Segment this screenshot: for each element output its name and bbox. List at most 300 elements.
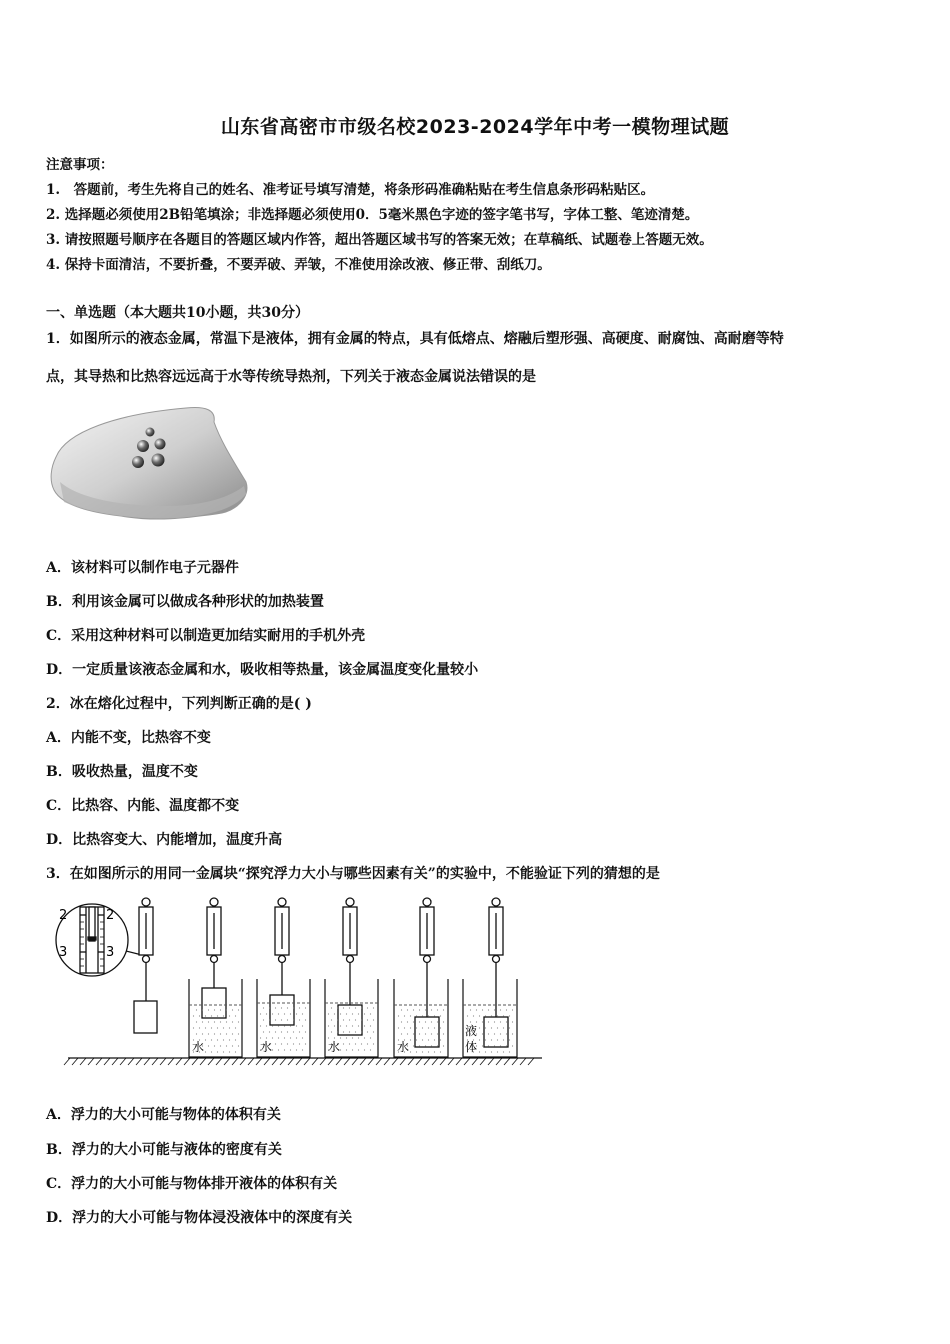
water-dot [293,1043,294,1044]
hatch-stroke [304,1058,310,1065]
water-dot [229,1015,230,1016]
hatch-stroke [96,1058,102,1065]
water-dot [208,1009,209,1010]
water-dot [443,1045,444,1046]
water-dot [437,1021,438,1022]
water-dot [355,1019,356,1020]
hatch-stroke [200,1058,206,1065]
water-dot [343,1043,344,1044]
water-dot [331,1019,332,1020]
water-dot [422,1015,423,1016]
water-dot [413,1045,414,1046]
water-dot [305,1031,306,1032]
water-dot [287,1043,288,1044]
hatch-stroke [336,1058,342,1065]
hatch-stroke [288,1058,294,1065]
water-dot [428,1027,429,1028]
water-dot [232,1009,233,1010]
water-dot [494,1009,495,1010]
water-dot [434,1039,435,1040]
water-dot [226,1009,227,1010]
water-dot [422,1027,423,1028]
hatch-stroke [152,1058,158,1065]
water-dot [199,1027,200,1028]
water-dot [343,1007,344,1008]
water-dot [425,1021,426,1022]
water-dot [349,1031,350,1032]
water-dot [202,1009,203,1010]
water-dot [482,1033,483,1034]
hatch-stroke [352,1058,358,1065]
water-dot [497,1051,498,1052]
water-dot [467,1015,468,1016]
scale-mark-top-right: 2 [106,908,115,923]
water-dot [404,1027,405,1028]
water-dot [485,1027,486,1028]
water-dot [220,1009,221,1010]
water-dot [352,1049,353,1050]
water-dot [479,1039,480,1040]
water-dot [407,1009,408,1010]
water-dot [275,1019,276,1020]
water-dot [500,1009,501,1010]
water-dot [269,1007,270,1008]
water-dot [497,1015,498,1016]
water-dot [503,1015,504,1016]
water-dot [355,1031,356,1032]
water-dot [217,1051,218,1052]
water-dot [272,1013,273,1014]
water-dot [296,1049,297,1050]
water-dot [473,1015,474,1016]
water-dot [346,1013,347,1014]
water-dot [373,1019,374,1020]
water-dot [476,1009,477,1010]
q1-option-a: A．该材料可以制作电子元器件 [46,560,239,576]
water-dot [235,1051,236,1052]
water-dot [428,1015,429,1016]
hatch-stroke [440,1058,446,1065]
water-dot [278,1049,279,1050]
water-dot [196,1021,197,1022]
q2-option-c: C．比热容、内能、温度都不变 [46,798,240,814]
water-dot [284,1025,285,1026]
water-dot [334,1037,335,1038]
water-dot [407,1021,408,1022]
water-dot [260,1013,261,1014]
q1-option-c: C．采用这种材料可以制造更加结实耐用的手机外壳 [46,628,366,644]
water-dot [364,1049,365,1050]
question-3-stem: 3．在如图所示的用同一金属块“探究浮力大小与哪些因素有关”的实验中，不能验证下列的猜想的是 [46,866,660,882]
water-dot [440,1039,441,1040]
water-dot [340,1049,341,1050]
water-dot [413,1021,414,1022]
water-dot [205,1039,206,1040]
hatch-stroke [240,1058,246,1065]
water-dot [425,1009,426,1010]
water-dot [214,1045,215,1046]
q2-option-b: B．吸收热量，温度不变 [46,764,198,780]
hatch-stroke [224,1058,230,1065]
water-dot [419,1009,420,1010]
water-dot [488,1009,489,1010]
water-dot [263,1031,264,1032]
hatch-stroke [464,1058,470,1065]
water-dot [494,1021,495,1022]
water-dot [293,1019,294,1020]
water-dot [358,1013,359,1014]
water-dot [364,1025,365,1026]
water-dot [361,1007,362,1008]
water-dot [235,1039,236,1040]
hatch-stroke [400,1058,406,1065]
water-dot [281,1007,282,1008]
water-dot [340,1025,341,1026]
water-dot [305,1043,306,1044]
water-dot [494,1045,495,1046]
hatch-stroke [368,1058,374,1065]
water-dot [296,1013,297,1014]
water-dot [337,1007,338,1008]
water-dot [443,1021,444,1022]
water-dot [431,1045,432,1046]
hatch-stroke [376,1058,382,1065]
water-dot [428,1051,429,1052]
water-dot [431,1033,432,1034]
water-dot [220,1033,221,1034]
buoyancy-experiment-figure [50,893,550,1068]
hatch-stroke [112,1058,118,1065]
hatch-stroke [256,1058,262,1065]
water-dot [284,1049,285,1050]
water-dot [349,1019,350,1020]
water-dot [328,1037,329,1038]
water-dot [293,1007,294,1008]
water-dot [482,1021,483,1022]
scale-mark-bottom-right: 3 [106,945,115,960]
q3-option-b: B．浮力的大小可能与液体的密度有关 [46,1142,282,1158]
water-dot [334,1013,335,1014]
hatch-stroke [280,1058,286,1065]
water-dot [419,1033,420,1034]
water-dot [299,1007,300,1008]
q3-option-a: A．浮力的大小可能与物体的体积有关 [46,1107,281,1123]
water-dot [205,1027,206,1028]
hatch-stroke [160,1058,166,1065]
water-dot [491,1039,492,1040]
water-dot [437,1009,438,1010]
water-dot [364,1013,365,1014]
water-dot [217,1015,218,1016]
water-dot [238,1033,239,1034]
hatch-stroke [408,1058,414,1065]
water-dot [337,1019,338,1020]
water-dot [419,1045,420,1046]
water-dot [470,1009,471,1010]
water-dot [211,1051,212,1052]
water-dot [479,1051,480,1052]
water-dot [428,1039,429,1040]
water-dot [260,1025,261,1026]
water-dot [302,1025,303,1026]
water-dot [220,1045,221,1046]
water-dot [355,1043,356,1044]
water-dot [373,1007,374,1008]
water-dot [352,1025,353,1026]
water-dot [361,1043,362,1044]
hatch-stroke [424,1058,430,1065]
water-dot [211,1027,212,1028]
water-dot [401,1009,402,1010]
question-1-stem-line2: 点，其导热和比热容远远高于水等传统导热剂，下列关于液态金属说法错误的是 [46,369,536,385]
water-dot [503,1039,504,1040]
water-dot [443,1033,444,1034]
water-dot [208,1033,209,1034]
water-dot [229,1051,230,1052]
water-dot [416,1027,417,1028]
scale-mark-bottom-left: 3 [59,945,68,960]
water-dot [367,1019,368,1020]
water-dot [269,1031,270,1032]
water-dot [367,1007,368,1008]
hatch-stroke [176,1058,182,1065]
water-dot [299,1019,300,1020]
water-dot [404,1015,405,1016]
water-dot [211,1015,212,1016]
water-dot [266,1025,267,1026]
water-dot [290,1025,291,1026]
water-dot [367,1031,368,1032]
water-dot [416,1051,417,1052]
hatch-stroke [72,1058,78,1065]
water-dot [278,1025,279,1026]
water-dot [431,1009,432,1010]
water-dot [238,1009,239,1010]
water-dot [229,1027,230,1028]
hatch-stroke [296,1058,302,1065]
water-dot [196,1033,197,1034]
hatch-stroke [264,1058,270,1065]
water-dot [434,1015,435,1016]
water-dot [340,1037,341,1038]
water-dot [500,1021,501,1022]
water-dot [305,1019,306,1020]
water-dot [272,1037,273,1038]
water-dot [509,1027,510,1028]
water-dot [232,1045,233,1046]
notice-item: 1. 答题前，考生先将自己的姓名、准考证号填写清楚，将条形码准确粘贴在考生信息条形码粘贴区。 [46,182,655,198]
water-dot [485,1039,486,1040]
water-dot [220,1021,221,1022]
hatch-stroke [232,1058,238,1065]
water-dot [488,1045,489,1046]
water-dot [217,1039,218,1040]
hatch-stroke [528,1058,534,1065]
water-dot [431,1021,432,1022]
question-1-stem-line1: 1．如图所示的液态金属，常温下是液体，拥有金属的特点，具有低熔点、熔融后塑形强、高硬度、耐腐蚀、高耐磨等特 [46,331,784,347]
water-dot [232,1021,233,1022]
water-dot [193,1027,194,1028]
water-dot [346,1025,347,1026]
water-dot [440,1015,441,1016]
water-dot [358,1025,359,1026]
water-dot [229,1039,230,1040]
hatch-stroke [472,1058,478,1065]
water-dot [275,1007,276,1008]
water-dot [343,1031,344,1032]
water-dot [263,1019,264,1020]
water-dot [205,1015,206,1016]
water-dot [425,1045,426,1046]
hatch-stroke [480,1058,486,1065]
notice-item: 2. 选择题必须使用2B铅笔填涂；非选择题必须使用0．5毫米黑色字迹的签字笔书写，字体工整、笔迹清楚。 [46,207,699,223]
water-dot [425,1033,426,1034]
hatch-stroke [120,1058,126,1065]
water-dot [287,1019,288,1020]
water-dot [296,1025,297,1026]
hatch-stroke [448,1058,454,1065]
water-dot [509,1015,510,1016]
water-dot [488,1021,489,1022]
water-dot [364,1037,365,1038]
water-dot [491,1051,492,1052]
hatch-stroke [496,1058,502,1065]
water-dot [278,1037,279,1038]
water-dot [401,1021,402,1022]
water-dot [370,1013,371,1014]
water-label: 水 [397,1040,410,1054]
water-dot [290,1013,291,1014]
water-dot [238,1045,239,1046]
hatch-stroke [168,1058,174,1065]
water-dot [398,1027,399,1028]
water-dot [352,1013,353,1014]
water-dot [223,1027,224,1028]
water-dot [494,1033,495,1034]
hatch-stroke [392,1058,398,1065]
water-dot [263,1007,264,1008]
hatch-stroke [104,1058,110,1065]
water-dot [437,1045,438,1046]
water-dot [287,1007,288,1008]
water-dot [293,1031,294,1032]
water-dot [497,1027,498,1028]
liquid-label: 液 [465,1024,478,1038]
water-dot [302,1037,303,1038]
water-dot [410,1051,411,1052]
water-dot [266,1013,267,1014]
water-dot [419,1021,420,1022]
water-dot [278,1013,279,1014]
hatch-stroke [88,1058,94,1065]
water-dot [223,1051,224,1052]
water-dot [398,1015,399,1016]
hatch-stroke [144,1058,150,1065]
hatch-stroke [248,1058,254,1065]
water-dot [443,1009,444,1010]
water-dot [506,1033,507,1034]
q2-option-d: D．比热容变大、内能增加，温度升高 [46,832,283,848]
water-dot [281,1019,282,1020]
q1-option-d: D．一定质量该液态金属和水，吸收相等热量，该金属温度变化量较小 [46,662,479,678]
water-dot [346,1037,347,1038]
water-dot [512,1021,513,1022]
water-dot [512,1045,513,1046]
scale-mark-top-left: 2 [59,908,68,923]
hatch-stroke [432,1058,438,1065]
water-label: 水 [192,1040,205,1054]
hatch-stroke [360,1058,366,1065]
page-title: 山东省高密市市级名校2023-2024学年中考一模物理试题 [220,116,730,138]
water-dot [506,1009,507,1010]
water-dot [434,1027,435,1028]
water-dot [211,1039,212,1040]
water-dot [422,1051,423,1052]
water-dot [214,1021,215,1022]
q1-option-b: B．利用该金属可以做成各种形状的加热装置 [46,594,324,610]
water-dot [284,1013,285,1014]
hatch-stroke [320,1058,326,1065]
water-dot [479,1015,480,1016]
water-dot [413,1009,414,1010]
water-dot [208,1021,209,1022]
water-dot [193,1015,194,1016]
hatch-stroke [128,1058,134,1065]
water-dot [509,1039,510,1040]
hatch-stroke [64,1058,70,1065]
water-dot [290,1049,291,1050]
notice-item: 3. 请按照题号顺序在各题目的答题区域内作答，超出答题区域书写的答案无效；在草稿纸、试题卷上答题无效。 [46,232,713,248]
water-dot [226,1021,227,1022]
hatch-stroke [520,1058,526,1065]
water-dot [512,1009,513,1010]
water-dot [343,1019,344,1020]
spring-scales [134,898,508,1047]
water-dot [440,1027,441,1028]
water-dot [299,1031,300,1032]
water-dot [410,1039,411,1040]
water-dot [367,1043,368,1044]
hatch-stroke [272,1058,278,1065]
water-dot [355,1007,356,1008]
hatch-stroke [504,1058,510,1065]
water-dot [410,1015,411,1016]
water-dot [485,1015,486,1016]
water-dot [434,1051,435,1052]
hatch-stroke [328,1058,334,1065]
liquid-metal-figure [46,402,256,530]
water-dot [370,1049,371,1050]
water-dot [349,1007,350,1008]
water-dot [506,1021,507,1022]
water-dot [422,1039,423,1040]
water-dot [199,1015,200,1016]
water-dot [470,1021,471,1022]
water-dot [491,1027,492,1028]
water-dot [361,1019,362,1020]
water-dot [284,1037,285,1038]
water-dot [299,1043,300,1044]
water-dot [223,1039,224,1040]
water-dot [275,1031,276,1032]
hatch-stroke [512,1058,518,1065]
water-dot [296,1037,297,1038]
water-dot [305,1007,306,1008]
notice-heading: 注意事项： [46,157,114,173]
ground-hatch [64,1058,534,1065]
water-dot [275,1043,276,1044]
water-dot [497,1039,498,1040]
